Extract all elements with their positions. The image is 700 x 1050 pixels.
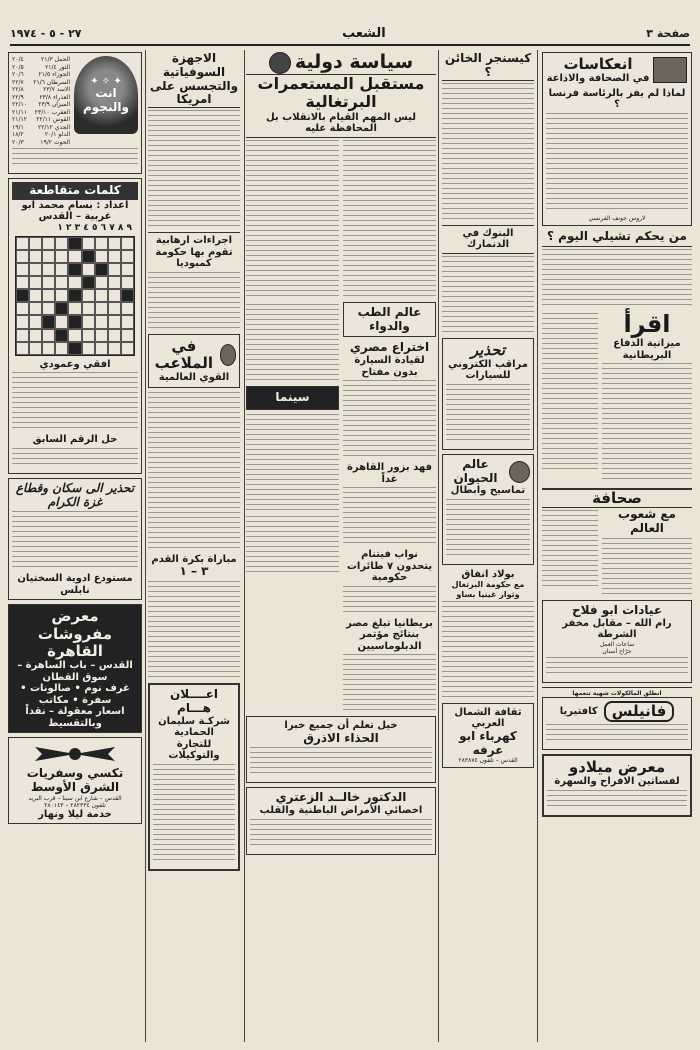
clinic-line: جرّاح أسنان	[602, 647, 632, 655]
taxi-ad	[8, 737, 142, 824]
horoscope-row	[12, 71, 70, 79]
horoscope-row	[12, 64, 70, 72]
crossword-cell	[108, 250, 121, 263]
article-body	[602, 363, 692, 483]
football-score: ٣ – ١	[179, 564, 209, 579]
important-notice	[148, 683, 240, 871]
horoscope-date: ٢٠/٣	[12, 138, 24, 146]
animals-section	[442, 454, 534, 565]
sport-banner	[148, 334, 240, 388]
feature-title: انعكاسات	[563, 55, 633, 73]
crossword-cell	[108, 289, 121, 302]
horoscope-sign: السرطان ٢١/٦	[33, 78, 70, 86]
horoscope	[8, 52, 142, 174]
horoscope-row	[12, 86, 70, 94]
horoscope-row	[12, 139, 70, 147]
crossword-cell	[108, 315, 121, 328]
crossword-cell	[82, 342, 95, 355]
article-body	[148, 392, 240, 552]
crossword-cell	[55, 289, 68, 302]
column-5	[148, 52, 240, 1042]
taxi-title: تكسي وسفريات الشرق الأوسط	[26, 766, 124, 794]
crossword-cell	[42, 342, 55, 355]
football-match-title: مباراة بكرة القدم	[151, 553, 237, 565]
article-body	[442, 256, 534, 336]
crossword-cell	[55, 315, 68, 328]
crossword-cell	[95, 329, 108, 342]
crossword-cell	[29, 289, 42, 302]
gaza-warning-ad	[8, 478, 142, 601]
horoscope-sign: الدلو ٢٠/١	[44, 131, 70, 138]
soviet-title: الاجهزة السوفياتية	[162, 52, 226, 79]
crossword-cell	[121, 263, 134, 276]
clinic-subtitle: رام الله – مقابل مخفر الشرطة	[562, 617, 672, 641]
ad-center-name: الحذاء الاذرق	[303, 730, 379, 745]
expo-title: معرض مفروشات القاهرة	[37, 607, 113, 660]
horoscope-row	[12, 101, 70, 109]
horoscope-date: ٢٠/٥	[12, 63, 24, 71]
crossword-cell	[121, 237, 134, 250]
crossword-cell	[55, 276, 68, 289]
vietnam-title: نواب فيتنام يتحدون ٧ طائرات حكومية	[346, 549, 433, 584]
britain-title: بريطانيا تبلغ مصر بنتائج مؤتمر الدبلوماسيين	[346, 617, 433, 652]
agri-title: بولاد انفاق	[461, 568, 515, 580]
crossword-cell	[82, 302, 95, 315]
taxi-address: القدس – شارع ابن سينا – قرب البريد	[28, 794, 122, 802]
horoscope-date: ٢٠/٦	[12, 71, 24, 78]
crossword-cell	[121, 289, 134, 302]
crossword-cell	[95, 342, 108, 355]
article-body	[148, 581, 240, 681]
horoscope-row	[12, 94, 70, 102]
article-body	[442, 601, 534, 701]
football-icon	[220, 344, 236, 366]
crossword-cell	[95, 250, 108, 263]
gaza-warning-title: تحذير الى سكان وقطاع غزة الكرام	[15, 480, 135, 509]
doctor-ad	[246, 787, 436, 854]
crossword-cell	[42, 329, 55, 342]
crossword-cell	[55, 329, 68, 342]
expo-items: غرف نوم • صالونات • سفرة • مكاتب	[20, 683, 130, 706]
crossword-cell	[108, 302, 121, 315]
pharmacy-name: مستودع ادوية السختيان	[17, 573, 133, 585]
crossword-cell	[68, 276, 81, 289]
column-rule	[244, 50, 245, 1042]
horoscope-logo: ✦ ✧ ✦ انت والنجوم	[74, 56, 138, 134]
crossword-cell	[68, 329, 81, 342]
crossword-cell	[42, 276, 55, 289]
ad-center-title: خيل تعلم أن جميع خبرا	[284, 720, 398, 732]
horoscope-row	[12, 109, 70, 117]
article-body	[446, 499, 530, 559]
newspaper-name: الشعب	[342, 25, 386, 41]
vanilles-ad	[542, 697, 692, 750]
article-body	[542, 249, 692, 309]
horoscope-sign: الثور ٢١/٤	[45, 63, 70, 71]
crossword-grid	[15, 236, 135, 356]
agri-sub: مع حكومة البرتغال وثوار غينيا بساو	[451, 580, 525, 599]
crossword-cell	[16, 237, 29, 250]
main-headline: مستقبل المستعمرات البرتغالية	[257, 74, 425, 112]
crossword-cell	[42, 237, 55, 250]
horoscope-sign: الاسد ٢٣/٧	[43, 86, 70, 93]
article-body	[542, 510, 598, 590]
crossword-clues-title: افقي وعمودي	[39, 358, 111, 370]
horoscope-date: ٢١/١١	[12, 108, 27, 116]
crossword-cell	[16, 342, 29, 355]
electric-ad	[442, 703, 534, 769]
crossword-cell	[121, 302, 134, 315]
horoscope-sign: الحوت ١٩/٢	[40, 138, 70, 146]
expo-address: القدس – باب الساهرة – سوق القطان	[17, 660, 133, 683]
main-subheadline: ليس المهم القيام بالانقلاب بل المحافظة عليه	[246, 112, 436, 138]
crossword-cell	[42, 315, 55, 328]
chile-headline: من يحكم تشيلي اليوم ؟	[542, 230, 692, 247]
expo-prices: اسعار معقولة – نقداً وبالتقسيط	[25, 706, 125, 729]
solution-title: حل الرقم السابق	[32, 434, 118, 446]
crossword-cell	[16, 302, 29, 315]
crossword-cell	[82, 289, 95, 302]
horoscope-sign: العذراء ٢٣/٨	[39, 93, 70, 101]
crossword-cell	[16, 289, 29, 302]
horoscope-date: ٢١/١٢	[12, 116, 27, 123]
article-body	[343, 140, 436, 300]
pharmacy-city: نابلس	[60, 584, 90, 596]
article-body	[246, 140, 339, 300]
article-body	[343, 654, 436, 714]
horoscope-date: ٢٠/٤	[12, 56, 24, 63]
horoscope-sign: الميزان ٢٣/٩	[38, 101, 70, 108]
crossword-cell	[42, 289, 55, 302]
clinic-title: عيادات ابو فلاح	[571, 602, 663, 617]
horoscope-date: ٢٢/٩	[12, 93, 24, 101]
crossword-cell	[121, 250, 134, 263]
crossword-numbers: ٩ ٨ ٧ ٦ ٥ ٤ ٣ ٢ ١	[57, 222, 132, 233]
horoscope-body	[12, 148, 138, 168]
horoscope-row	[12, 131, 70, 139]
crossword-cell	[108, 237, 121, 250]
crossword-cell	[68, 302, 81, 315]
electric-name: كهرباء ابو عرفه	[459, 728, 517, 757]
warning-ad	[442, 338, 534, 450]
ad-body	[12, 511, 138, 571]
crossword-cell	[29, 276, 42, 289]
ad-body	[250, 819, 432, 849]
wings-icon	[30, 743, 120, 765]
clinic-details	[546, 657, 688, 677]
crossword-cell	[82, 263, 95, 276]
crossword-cell	[68, 237, 81, 250]
crossword-cell	[55, 263, 68, 276]
blue-shoe-ad	[246, 716, 436, 783]
ad-body	[250, 747, 432, 777]
world-title: مع شعوب العالم	[618, 507, 676, 536]
horoscope-sign: العقرب ٢٣/١٠	[34, 108, 70, 116]
notice-title: اعــــلان هـــام	[169, 686, 219, 715]
article-body	[343, 380, 436, 460]
crossword-cell	[29, 302, 42, 315]
article-body	[343, 487, 436, 547]
article-body	[148, 110, 240, 230]
kissinger-title: كيسنجر الخائن ؟	[442, 52, 534, 81]
crossword-cell	[29, 263, 42, 276]
globe-icon	[269, 52, 291, 74]
horoscope-date: ٢٢/٧	[12, 78, 24, 86]
crossword-cell	[68, 289, 81, 302]
crossword-title: كلمات متقاطعة	[12, 182, 138, 200]
article-body	[542, 313, 598, 473]
notice-body	[153, 764, 235, 864]
crossword-cell	[42, 302, 55, 315]
crossword-cell	[68, 315, 81, 328]
health-title: عالم الطب والدواء	[357, 304, 422, 333]
notice-company-sub: للتجارة والتوكيلات	[168, 738, 220, 762]
crossword-cell	[68, 250, 81, 263]
column-2	[442, 52, 534, 1042]
crossword-cell	[16, 276, 29, 289]
horoscope-sign: الجوزاء ٢١/٥	[38, 71, 70, 78]
horoscope-date: ٢٢/٨	[12, 86, 24, 93]
horoscope-date: ٢٢/١٠	[12, 101, 27, 108]
ad-details	[546, 724, 688, 744]
culture-title: ثقافة الشمال العربي	[454, 706, 522, 730]
horoscope-title: انت والنجوم	[83, 85, 129, 114]
solution-body	[12, 448, 138, 468]
ad-footer-note: انطلق المالكولات شهية تنعمها	[542, 687, 692, 697]
column-rule	[537, 50, 538, 1042]
tv-radio-illustration	[653, 57, 687, 83]
wedding-subtitle: لفساتين الافراح والسهرة	[554, 776, 680, 788]
crossword-author: اعداد : بسام محمد ابو غربية – القدس	[21, 199, 129, 223]
article-body	[442, 83, 534, 223]
sport-title: في الملاعب	[154, 336, 213, 372]
crossword-cell	[16, 329, 29, 342]
horoscope-row	[12, 79, 70, 87]
doctor-specialty: اخصائي الأمراض الباطنية والقلب	[259, 805, 423, 817]
crossword-cell	[121, 342, 134, 355]
feature-question: لماذا لم يفز بالرئاسة فرنسا ؟	[548, 87, 686, 111]
vanilles-brand: فانيلس	[604, 701, 675, 722]
crossword-cell	[29, 250, 42, 263]
crossword-cell	[121, 276, 134, 289]
crossword-cell	[16, 315, 29, 328]
horoscope-list	[12, 56, 70, 146]
sport-subtitle: القوي العالمية	[158, 372, 230, 384]
electric-phone: القدس – تلفون ٢٨٣٨٧٤	[458, 757, 518, 765]
article-body	[246, 516, 339, 576]
crossword-cell	[108, 276, 121, 289]
article-body	[546, 113, 688, 213]
crossword-cell	[95, 315, 108, 328]
feature-subtitle: في الصحافة والاذاعة	[546, 73, 650, 85]
crossword-cell	[108, 329, 121, 342]
article-body	[246, 414, 339, 514]
crossword-cell	[29, 329, 42, 342]
crossword-cell	[68, 342, 81, 355]
crossword-cell	[55, 302, 68, 315]
horoscope-row	[12, 116, 70, 124]
crossword-cell	[95, 237, 108, 250]
crossword-cell	[29, 237, 42, 250]
article-body	[343, 586, 436, 616]
column-center	[246, 52, 436, 1042]
ad-body	[446, 384, 530, 444]
crossword-cell	[82, 250, 95, 263]
crossword-cell	[82, 276, 95, 289]
column-6	[8, 52, 142, 1042]
vanilles-sub: كافتيريا	[559, 705, 598, 717]
crossword-cell	[82, 329, 95, 342]
crossword	[8, 178, 142, 474]
crossword-cell	[55, 250, 68, 263]
column-rule	[145, 50, 146, 1042]
column-1	[542, 52, 692, 1042]
politics-top-title: سياسة دولية	[294, 52, 414, 74]
horoscope-date: ١٨/٢	[12, 131, 24, 138]
crossword-cell	[82, 237, 95, 250]
wings-emblem	[12, 741, 138, 767]
crossword-cell	[95, 302, 108, 315]
crossword-cell	[55, 237, 68, 250]
soviet-subtitle: والتجسس على امريكا	[149, 78, 239, 107]
cairo-title: فهد بزور القاهرة غداً	[346, 462, 433, 485]
column-rule	[438, 50, 439, 1042]
crossword-cell	[82, 315, 95, 328]
crossword-cell	[42, 263, 55, 276]
article-body	[148, 272, 240, 332]
wedding-ad	[542, 754, 692, 817]
crossword-cell	[29, 342, 42, 355]
crossword-clues	[12, 372, 138, 432]
crossword-cell	[121, 315, 134, 328]
horoscope-row	[12, 124, 70, 132]
clinic-ad	[542, 600, 692, 683]
page-number: صفحة ٣	[646, 26, 690, 40]
qurb-subtitle: ميزانية الدفاع البريطانية	[613, 338, 681, 361]
article-body	[602, 538, 692, 598]
horoscope-sign: الحمل ٢١/٣	[41, 56, 70, 63]
doctor-name: الدكتور خالــد الزعتري	[275, 790, 407, 805]
notice-company: شركـة سليمان الحمادية	[158, 715, 230, 739]
invention-title: اختراع مصري	[349, 340, 430, 355]
animals-title: عالم الحيوان	[453, 456, 498, 485]
horoscope-row	[12, 56, 70, 64]
crossword-cell	[108, 263, 121, 276]
wedding-title: معرض ميلادو	[568, 758, 666, 777]
crossword-cell	[16, 250, 29, 263]
animals-sub: تماسيح وابطال	[450, 485, 526, 497]
qurb-title: اقرأ	[623, 309, 671, 338]
issue-date: ٢٧ - ٥ - ١٩٧٤	[10, 26, 82, 40]
feature-reflections	[542, 52, 692, 226]
feature-byline: لاروس جونف الفرنسي	[588, 214, 646, 222]
health-banner	[343, 302, 436, 338]
masthead	[10, 22, 690, 46]
cambodia-title: اجراءات ارهابية تقوم بها حكومة كمبوديا	[148, 232, 240, 270]
article-body	[246, 304, 339, 384]
crossword-cell	[42, 250, 55, 263]
taxi-phone: تلفون ٢٨٢٣٣٤ – ٢٨٠١٤٣	[44, 801, 106, 809]
crossword-cell	[121, 329, 134, 342]
taxi-service: خدمة ليلا ونهار	[38, 808, 112, 820]
film-title: سينما	[275, 389, 310, 404]
horoscope-sign: الجدي ٢٢/١٢	[37, 123, 70, 131]
horoscope-date: ١٩/١	[12, 123, 24, 131]
warning-ad-title: تحذير	[470, 340, 506, 359]
animal-illustration	[509, 461, 530, 483]
crossword-cell	[108, 342, 121, 355]
crossword-cell	[95, 263, 108, 276]
crossword-cell	[68, 263, 81, 276]
crossword-cell	[29, 315, 42, 328]
film-banner	[246, 386, 339, 410]
crossword-cell	[16, 263, 29, 276]
crossword-cell	[95, 289, 108, 302]
crossword-cell	[55, 342, 68, 355]
furniture-expo-ad	[8, 604, 142, 733]
horoscope-sign: القوس ٢٢/١١	[36, 116, 70, 123]
ad-details	[547, 790, 687, 810]
sahafa-title: صحافة	[542, 488, 692, 508]
invention-sub: لقيادة السيارة بدون مفتاح	[354, 355, 425, 378]
clinic-line: ساعات العمل	[599, 640, 635, 648]
warning-ad-sub: مراقب الكتروني للسيارات	[448, 358, 528, 382]
crossword-cell	[95, 276, 108, 289]
denmark-banks-title: البنوك في الدنمارك	[442, 225, 534, 254]
